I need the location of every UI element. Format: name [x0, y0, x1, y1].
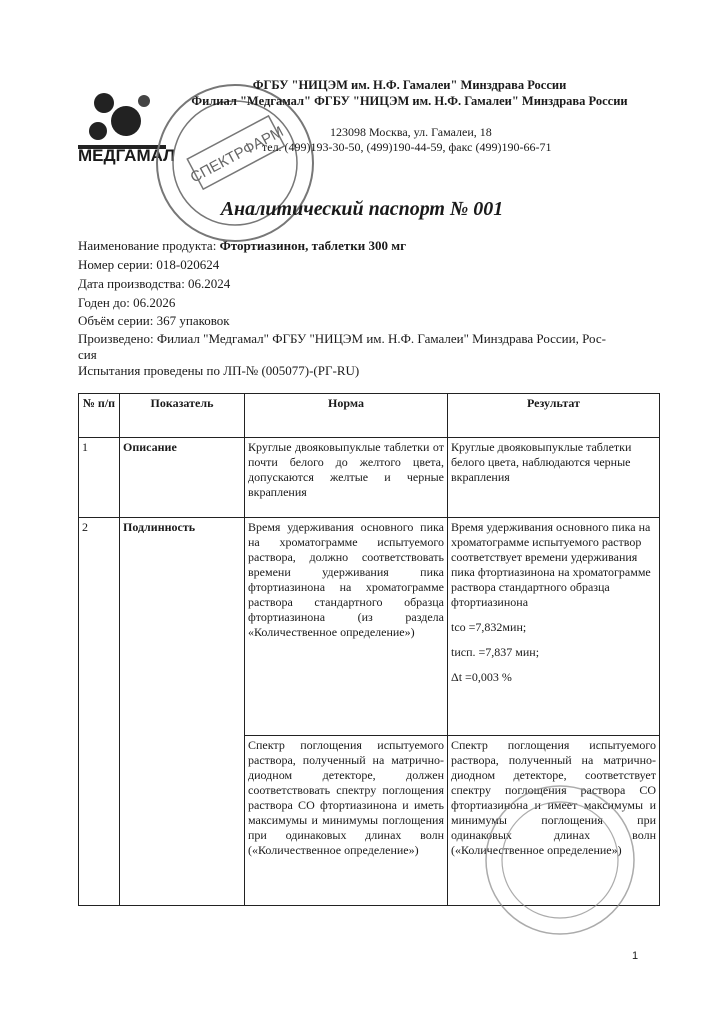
header-org-line2: Филиал "Медгамал" ФГБУ "НИЦЭМ им. Н.Ф. Гамалеи" Минздрава России — [191, 94, 628, 108]
header-org-line1: ФГБУ "НИЦЭМ им. Н.Ф. Гамалеи" Минздрава России — [252, 78, 567, 92]
result-delta-t: Δt =0,003 % — [451, 670, 512, 684]
product-value: Фтортиазинон, таблетки 300 мг — [219, 238, 406, 253]
row-result — [448, 518, 660, 736]
logo-text: МЕДГАМАЛ — [78, 146, 176, 165]
row-num: 1 — [79, 438, 120, 518]
row-result: Спектр поглощения испытуемого раствора, полученный на матрично-диодном детекторе, соответствует спектру поглощения раствора СО фтортиазинона и имеет максимумы и минимумы поглощения при одинаковых длинах волн («Количественное определение») — [448, 736, 660, 906]
row-result-text: Время удерживания основного пика на хроматограмме испытуемого раствор соответствует времени удерживания пика фтортиазинона на хроматограмме раствора стандартного образца фтортиазинона — [451, 520, 651, 609]
row-norm: Круглые двояковыпуклые таблетки от почти белого до желтого цвета, допускаются желтые и черные вкрапления — [245, 438, 448, 518]
series-line: Номер серии: 018-020624 — [78, 257, 220, 272]
manufacturer-line2: сия — [78, 347, 97, 362]
production-date-line: Дата производства: 06.2024 — [78, 276, 231, 291]
result-t-isp: tисп. =7,837 мин; — [451, 645, 540, 659]
row-param: Подлинность — [120, 518, 245, 906]
header-num: № п/п — [79, 394, 120, 438]
header-norm: Норма — [245, 394, 448, 438]
expiry-date-line: Годен до: 06.2026 — [78, 295, 176, 310]
table-row — [79, 438, 660, 518]
row-norm: Время удерживания основного пика на хроматограмме испытуемого раствора, должно соответствовать времени удерживания пика фтортиазинона на хроматограмме раствора стандартного образца фтортиазинона (из раздела «Количественное определение») — [245, 518, 448, 736]
product-name-line — [78, 238, 406, 254]
row-norm: Спектр поглощения испытуемого раствора, полученный на матрично-диодном детекторе, должен соответствовать спектру поглощения раствора СО фтортиазинона и иметь максимумы и минимумы поглощения при одинаковых длинах волн («Количественное определение») — [245, 736, 448, 906]
document-title: Аналитический паспорт № 001 — [220, 198, 504, 220]
tests-line: Испытания проведены по ЛП-№ (005077)-(РГ-RU) — [78, 363, 360, 378]
batch-volume-line: Объём серии: 367 упаковок — [78, 313, 230, 328]
row-param: Описание — [120, 438, 245, 518]
manufacturer-line1: Произведено: Филиал "Медгамал" ФГБУ "НИЦЭМ им. Н.Ф. Гамалеи" Минздрава России, Рос- — [78, 331, 606, 346]
row-num: 2 — [79, 518, 120, 906]
product-label: Наименование продукта: — [78, 238, 220, 253]
header-phones: тел. (499)193-30-50, (499)190-44-59, факс (499)190-66-71 — [262, 140, 552, 154]
round-stamp-bottom — [480, 780, 640, 940]
page-number: 1 — [632, 950, 639, 962]
result-t-co: tco =7,832мин; — [451, 620, 527, 634]
table-row — [79, 518, 660, 736]
header-param: Показатель — [120, 394, 245, 438]
row-result: Круглые двояковыпуклые таблетки белого цвета, наблюдаются черные вкрапления — [448, 438, 660, 518]
header-result: Результат — [448, 394, 660, 438]
header-address: 123098 Москва, ул. Гамалеи, 18 — [330, 125, 492, 139]
stamp-text: СПЕКТРФАРМ — [187, 123, 287, 187]
table-header-row — [79, 394, 660, 438]
